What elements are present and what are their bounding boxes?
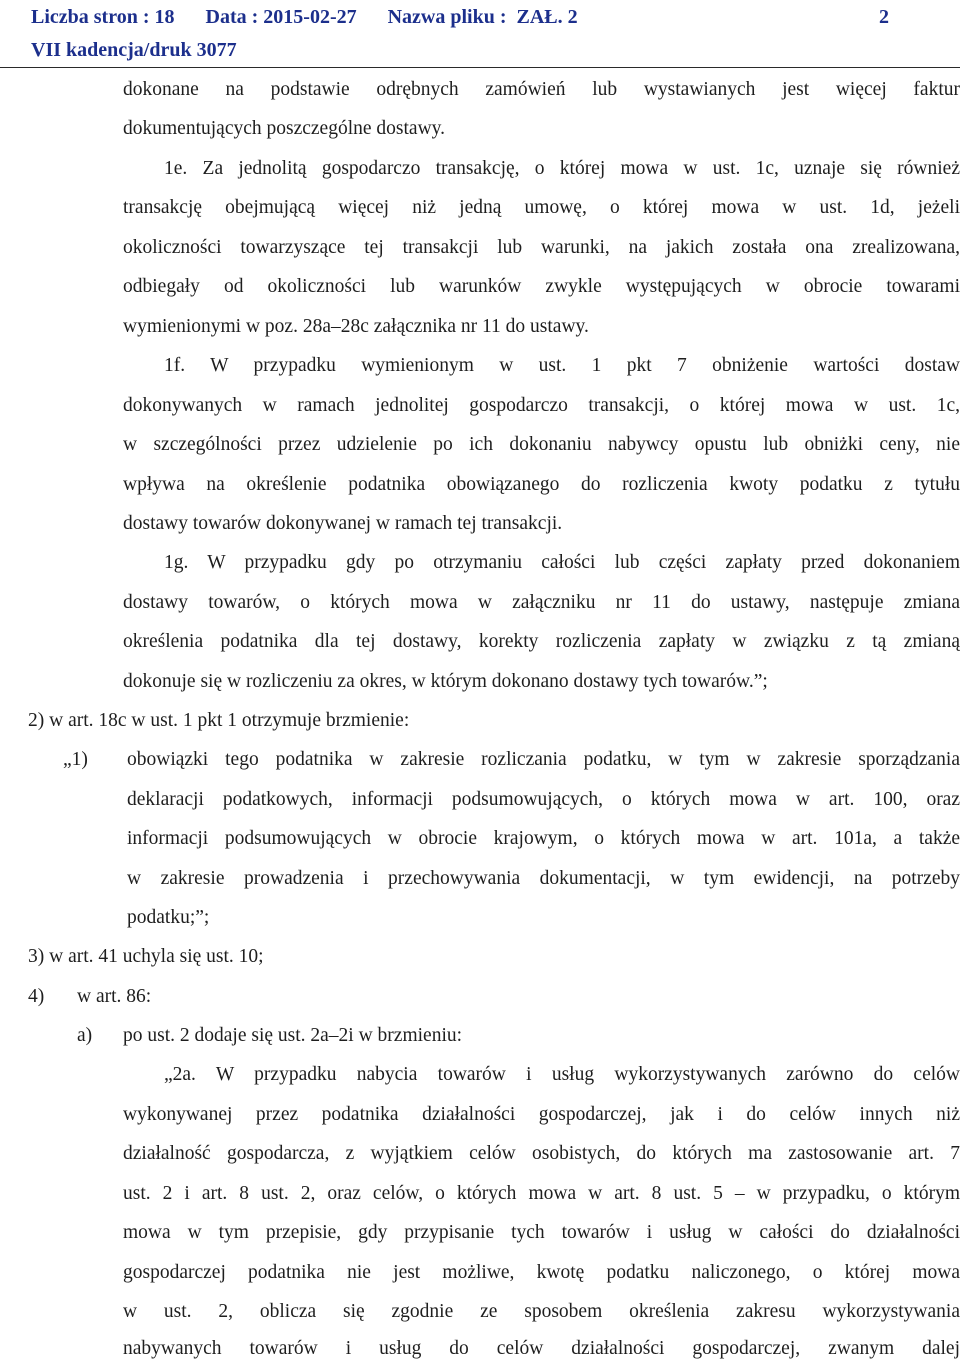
list-marker: a): [77, 1025, 93, 1046]
body-line: dokonane na podstawie odrębnych zamówień lub wystawianych jest więcej faktur: [123, 79, 960, 100]
page-count-value: 18: [154, 6, 175, 28]
page-count: [31, 3, 175, 31]
body-line: 1g. W przypadku gdy po otrzymaniu całości lub części zapłaty przed dokonaniem: [164, 552, 960, 573]
header-divider: [0, 67, 960, 68]
body-line: podatku;”;: [127, 907, 210, 928]
body-line: ust. 2 i art. 8 ust. 2, oraz celów, o których mowa w art. 8 ust. 5 – w przypadku, o którym: [123, 1183, 960, 1204]
print-reference: VII kadencja/druk 3077: [31, 39, 237, 61]
body-line: dostawy towarów dokonywanej w ramach tej transakcji.: [123, 513, 563, 534]
document-date: [206, 3, 357, 31]
body-line: „2a. W przypadku nabycia towarów i usług wykorzystywanych zarówno do celów: [164, 1064, 960, 1085]
body-line: dokonuje się w rozliczeniu za okres, w którym dokonano dostawy tych towarów.”;: [123, 671, 768, 692]
body-line: działalność gospodarcza, z wyjątkiem celów osobistych, do których ma zastosowanie art. 7: [123, 1143, 960, 1164]
body-line: określenia podatnika dla tej dostawy, korekty rozliczenia zapłaty w związku z tą zmianą: [123, 631, 960, 652]
body-line: wymienionymi w poz. 28a–28c załącznika nr 11 do ustawy.: [123, 316, 589, 337]
list-item-2: 2) w art. 18c w ust. 1 pkt 1 otrzymuje brzmienie:: [28, 710, 410, 731]
body-line: informacji podsumowujących w obrocie krajowym, o których mowa w art. 101a, a także: [127, 828, 960, 849]
body-line: transakcję obejmującą więcej niż jedną umowę, o której mowa w ust. 1d, jeżeli: [123, 197, 960, 218]
file-label: Nazwa pliku :: [387, 6, 507, 28]
body-line: gospodarczej podatnika nie jest możliwe, kwotę podatku naliczonego, o której mowa: [123, 1262, 960, 1283]
page-number: 2: [879, 6, 889, 28]
body-line: w ust. 2, oblicza się zgodnie ze sposobem określenia zakresu wykorzystywania: [123, 1301, 960, 1322]
body-line: wpływa na określenie podatnika obowiązanego do rozliczenia kwoty podatku z tytułu: [123, 474, 960, 495]
list-item-a: po ust. 2 dodaje się ust. 2a–2i w brzmieniu:: [123, 1025, 463, 1046]
body-line: 1f. W przypadku wymienionym w ust. 1 pkt 7 obniżenie wartości dostaw: [164, 355, 960, 376]
file-value: ZAŁ. 2: [516, 6, 578, 28]
body-line: okoliczności towarzyszące tej transakcji lub warunki, na jakich została ona zrealizowana,: [123, 237, 960, 258]
body-line: w szczególności przez udzielenie po ich dokonaniu nabywcy opustu lub obniżki ceny, nie: [123, 434, 960, 455]
body-line: odbiegały od okoliczności lub warunków zwykle występujących w obrocie towarami: [123, 276, 960, 297]
header-meta-line: [31, 3, 889, 31]
date-label: Data :: [205, 6, 259, 28]
body-line: dostawy towarów, o których mowa w załączniku nr 11 do ustawy, następuje zmiana: [123, 592, 960, 613]
body-line: mowa w tym przepisie, gdy przypisanie tych towarów i usług w całości do działalności: [123, 1222, 960, 1243]
list-marker: „1): [63, 749, 88, 770]
list-marker: 4): [28, 986, 45, 1007]
body-line: wykonywanej przez podatnika działalności gospodarczej, jak i do celów innych niż: [123, 1104, 960, 1125]
body-line: nabywanych towarów i usług do celów działalności gospodarczej, zwanym dalej: [123, 1338, 960, 1359]
body-line: dokonywanych w ramach jednolitej gospodarczo transakcji, o której mowa w ust. 1c,: [123, 395, 960, 416]
list-item-3: 3) w art. 41 uchyla się ust. 10;: [28, 946, 264, 967]
body-line: obowiązki tego podatnika w zakresie rozliczania podatku, w tym w zakresie sporządzania: [127, 749, 960, 770]
date-value: 2015-02-27: [263, 6, 357, 28]
body-line: w zakresie prowadzenia i przechowywania dokumentacji, w tym ewidencji, na potrzeby: [127, 868, 960, 889]
page-count-label: Liczba stron :: [31, 6, 150, 28]
body-line: 1e. Za jednolitą gospodarczo transakcję, o której mowa w ust. 1c, uznaje się również: [164, 158, 960, 179]
body-line: deklaracji podatkowych, informacji podsumowujących, o których mowa w art. 100, oraz: [127, 789, 960, 810]
list-item-4: w art. 86:: [77, 986, 152, 1007]
file-name: [388, 3, 578, 31]
body-line: dokumentujących poszczególne dostawy.: [123, 118, 446, 139]
